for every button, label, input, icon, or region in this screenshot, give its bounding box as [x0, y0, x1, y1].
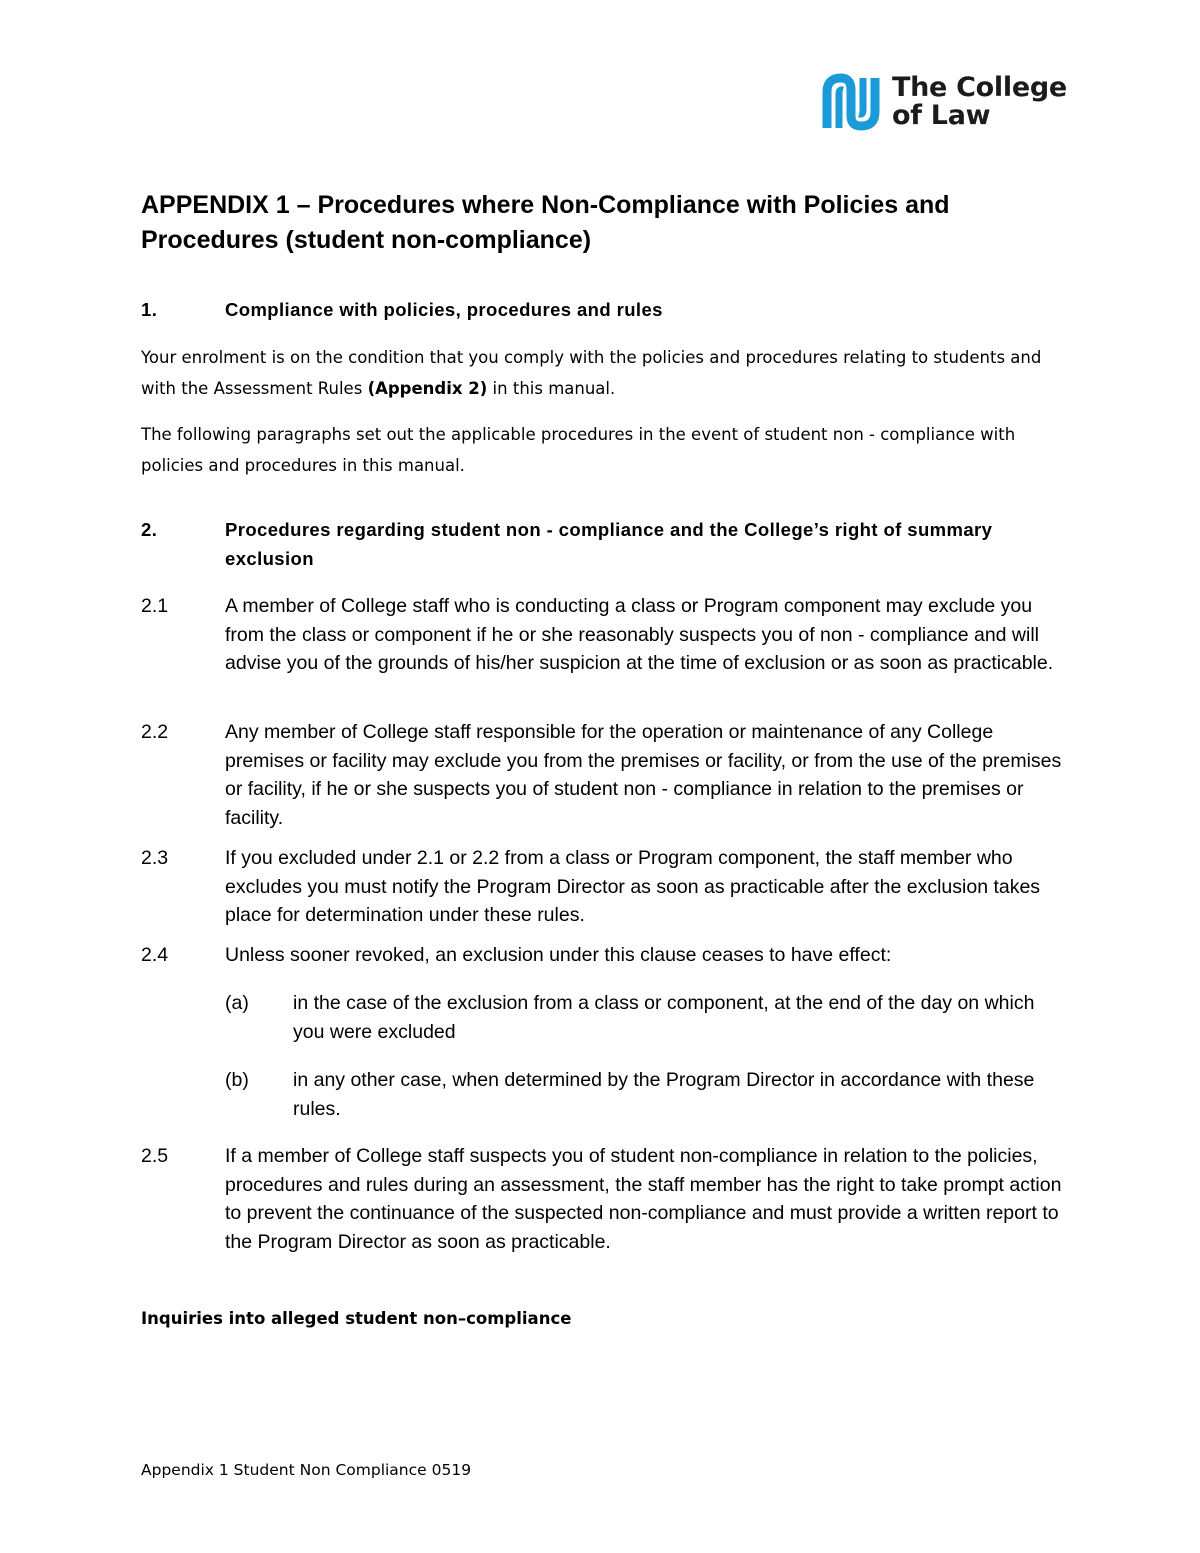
clause-text: A member of College staff who is conducting a class or Program component may exclude you from the class or component if he or she reasonably suspects you of non - compliance and will advise you of the grounds of his/her suspicion at the time of exclusion or as soon as practicable. — [225, 595, 1054, 674]
section-number: 2. — [141, 519, 158, 540]
clause-text: If you excluded under 2.1 or 2.2 from a class or Program component, the staff member who excludes you must notify the Program Director as soon as practicable after the exclusion takes place for determination under these rules. — [225, 847, 1041, 926]
subclause-text: in any other case, when determined by the Program Director in accordance with these rules. — [293, 1069, 1035, 1120]
subclause-number: (b) — [225, 1069, 249, 1091]
logo-line-1: The College — [892, 72, 1067, 103]
college-logo-wordmark — [892, 74, 1067, 130]
clause-number: 2.2 — [141, 721, 169, 743]
section-number: 1. — [141, 299, 158, 320]
inquiries-subheading: Inquiries into alleged student non–compliance — [141, 1309, 572, 1328]
clause-number: 2.1 — [141, 595, 169, 617]
section-1-paragraph-2: The following paragraphs set out the applicable procedures in the event of student non - compliance with policies and procedures in this manual. — [141, 425, 1016, 475]
subclause-text: in the case of the exclusion from a class or component, at the end of the day on which you were excluded — [293, 992, 1035, 1043]
subclause-number: (a) — [225, 992, 249, 1014]
clause-number: 2.3 — [141, 847, 169, 869]
clause-text: Unless sooner revoked, an exclusion under this clause ceases to have effect: — [225, 944, 892, 966]
college-logo — [820, 70, 1067, 134]
clause-text: If a member of College staff suspects you of student non-compliance in relation to the policies, procedures and rules during an assessment, the staff member has the right to take prompt action to prevent the continuance of the suspected non-compliance and must provide a written report to the Program Director as soon as practicable. — [225, 1145, 1062, 1253]
clause-number: 2.4 — [141, 944, 169, 966]
section-title: Compliance with policies, procedures and rules — [225, 299, 663, 320]
section-title: Procedures regarding student non - compliance and the College’s right of summary exclusion — [225, 519, 993, 569]
logo-line-2: of Law — [892, 100, 991, 131]
clause-number: 2.5 — [141, 1145, 169, 1167]
clause-text: Any member of College staff responsible for the operation or maintenance of any College premises or facility may exclude you from the premises or facility, or from the use of the premises or facility, if he or she suspects you of student non - compliance in relation to the premises or facility. — [225, 721, 1062, 829]
page-footer: Appendix 1 Student Non Compliance 0519 — [141, 1461, 472, 1479]
college-logo-icon — [820, 72, 882, 134]
page-title: APPENDIX 1 – Procedures where Non-Compliance with Policies and Procedures (student non-compliance) — [141, 191, 950, 254]
section-1-paragraph-1: Your enrolment is on the condition that you comply with the policies and procedures relating to students and with the Assessment Rules (Appendix 2) in this manual. — [141, 348, 1042, 398]
